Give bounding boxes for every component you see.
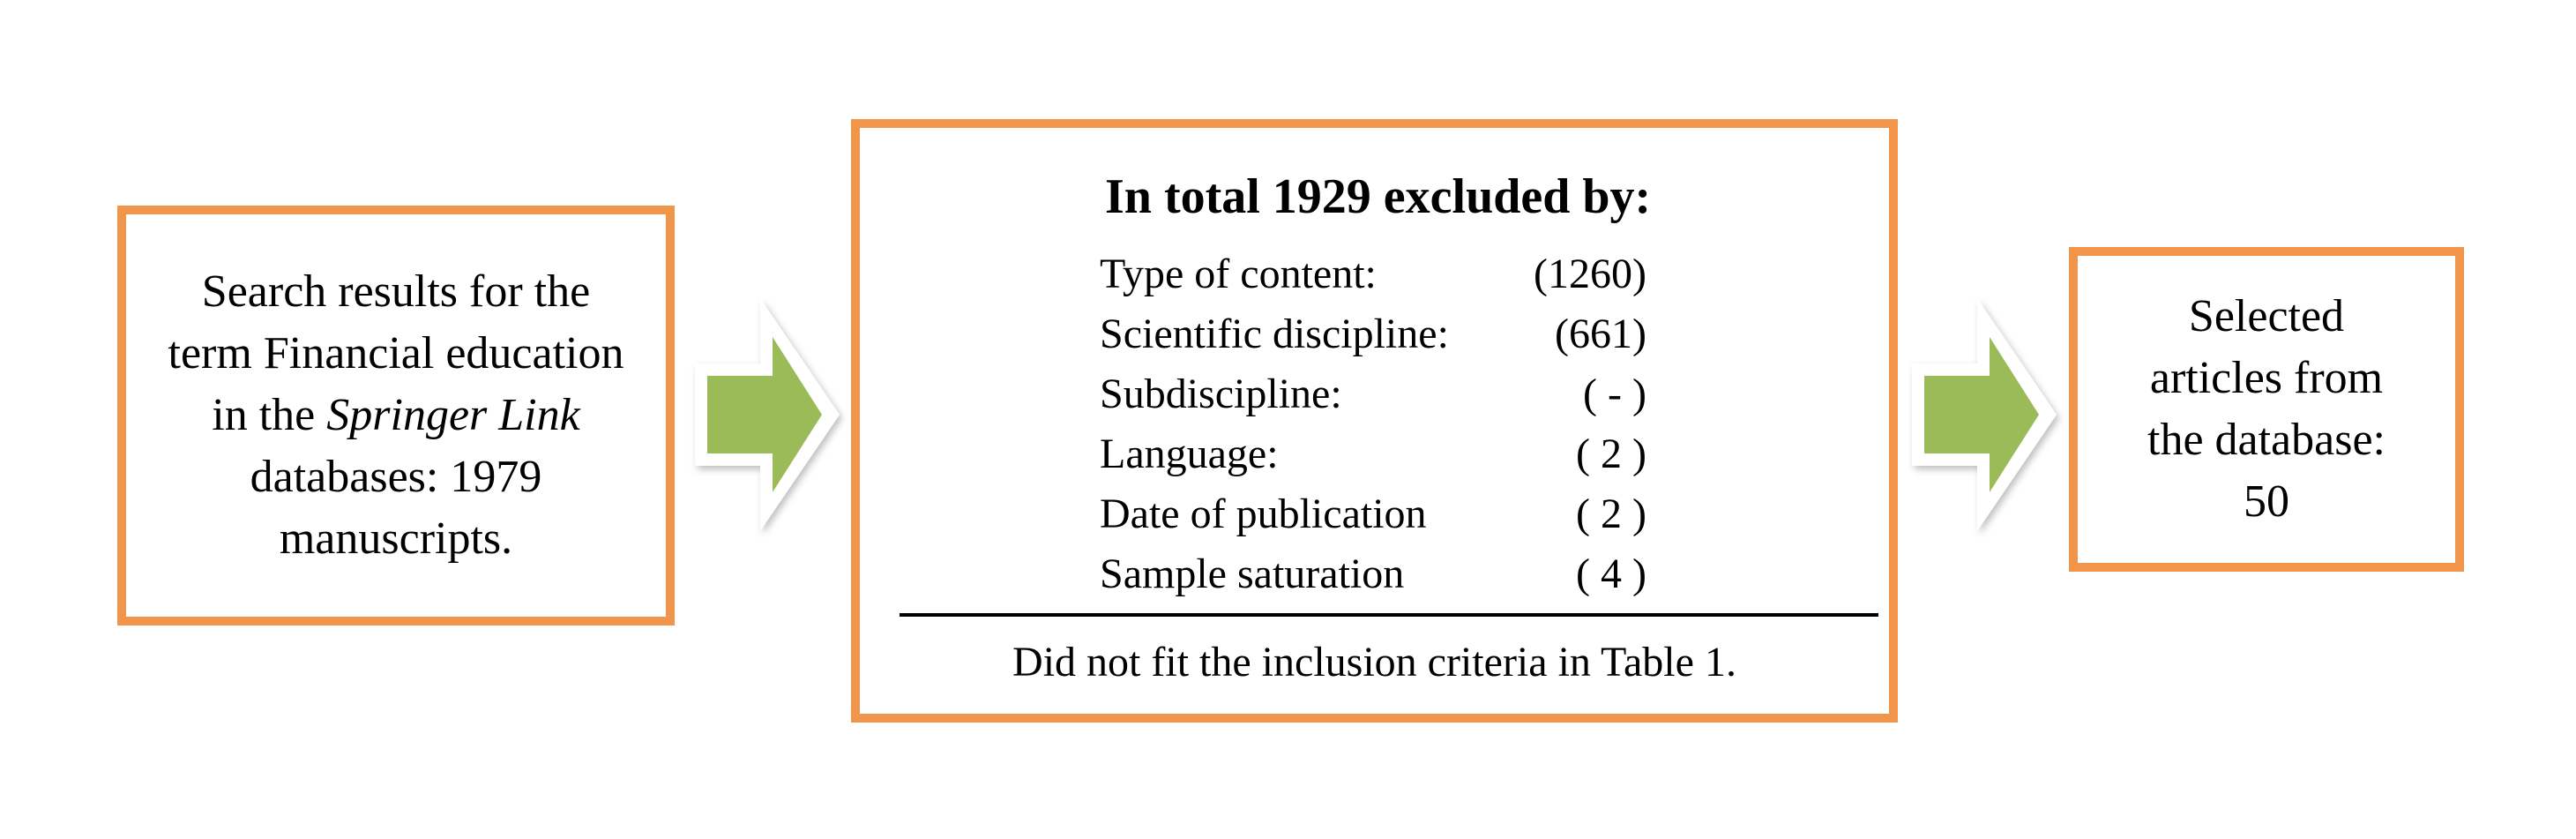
divider: [900, 613, 1878, 617]
criterion-row: [1100, 244, 1646, 304]
search-results-line-3: [149, 385, 643, 446]
search-results-line-2: term Financial education: [168, 328, 624, 378]
criterion-row: [1100, 304, 1646, 364]
criterion-row: [1100, 544, 1646, 604]
search-results-text: [149, 261, 643, 570]
right-arrow-icon: [1905, 291, 2064, 538]
selected-articles-text: [2147, 286, 2386, 533]
criterion-label: Subdiscipline:: [1100, 371, 1342, 417]
criterion-label: Scientific discipline:: [1100, 311, 1449, 357]
database-name: Springer Link: [326, 390, 580, 440]
criterion-count: (661): [1555, 311, 1646, 357]
search-results-line-5: manuscripts.: [279, 513, 513, 564]
criterion-label: Type of content:: [1100, 251, 1377, 297]
criterion-count: ( 2 ): [1576, 491, 1646, 537]
selected-count: 50: [2243, 476, 2289, 527]
criterion-count: ( 4 ): [1576, 551, 1646, 597]
criterion-count: (1260): [1534, 251, 1646, 297]
criterion-row: [1100, 364, 1646, 424]
search-results-line-3-prefix: in the: [212, 390, 327, 440]
selected-articles-box: [2069, 247, 2464, 572]
exclusion-box: [851, 119, 1898, 723]
criterion-row: [1100, 484, 1646, 544]
criterion-label: Date of publication: [1100, 491, 1427, 537]
exclusion-footnote: Did not fit the inclusion criteria in Table 1.: [1012, 639, 1736, 685]
criterion-label: Sample saturation: [1100, 551, 1405, 597]
search-results-line-4: databases: 1979: [250, 452, 542, 502]
selected-line-2: articles from: [2149, 353, 2384, 403]
criterion-count: ( - ): [1583, 371, 1646, 417]
right-arrow-icon: [688, 291, 847, 538]
criterion-label: Language:: [1100, 431, 1279, 477]
exclusion-title: In total 1929 excluded by:: [1105, 169, 1652, 224]
selected-line-1: Selected: [2188, 291, 2345, 341]
search-results-line-1: Search results for the: [201, 266, 591, 317]
criterion-row: [1100, 424, 1646, 484]
criterion-count: ( 2 ): [1576, 431, 1646, 477]
search-results-box: [117, 206, 675, 626]
selected-line-3: the database:: [2147, 415, 2386, 465]
